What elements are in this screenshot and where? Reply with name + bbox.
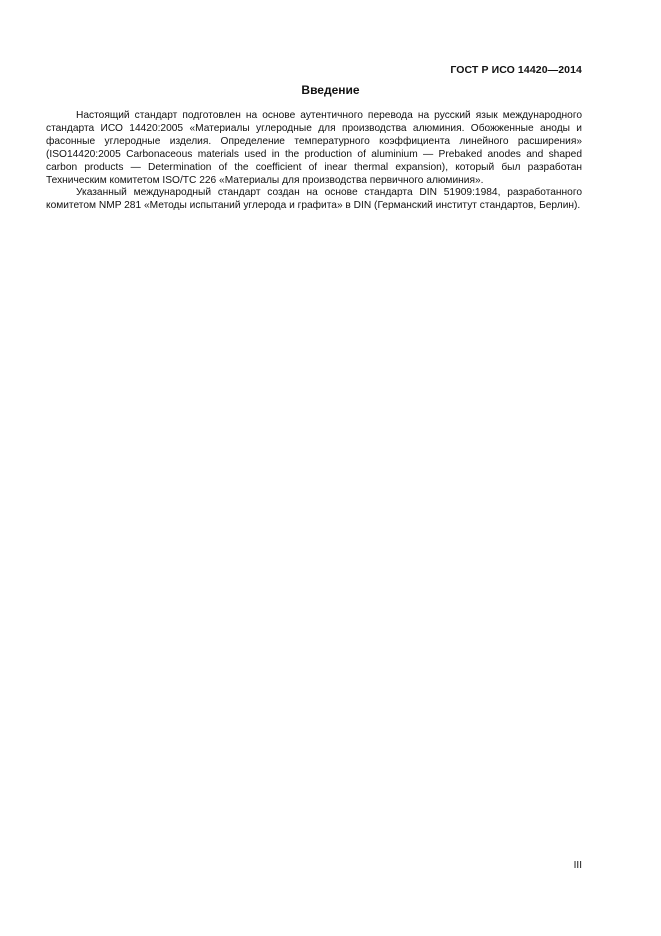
paragraph: Указанный международный стандарт создан на основе стандарта DIN 51909:1984, разработанного комитетом NMP 281 «Методы испытаний углерода и графита» в DIN (Германский институт стандартов, Берлин). <box>46 187 582 212</box>
page-number: III <box>573 860 582 871</box>
section-body <box>46 110 582 213</box>
document-code: ГОСТ Р ИСО 14420—2014 <box>450 64 582 76</box>
paragraph: Настоящий стандарт подготовлен на основе аутентичного перевода на русский язык международного стандарта ИСО 14420:2005 «Материалы углеродные для производства алюминия. Обожженные аноды и фасонные углеродные изделия. Определение температурного коэффициента линейного расширения» (ISO14420:2005 Carbonaceous materials used in the production of aluminium — Prebaked anodes and shaped carbon products — Determination of the coefficient of inear thermal expansion), который был разработан Техническим комитетом ISO/TC 226 «Материалы для производства первичного алюминия». <box>46 110 582 186</box>
section-title: Введение <box>301 83 360 97</box>
